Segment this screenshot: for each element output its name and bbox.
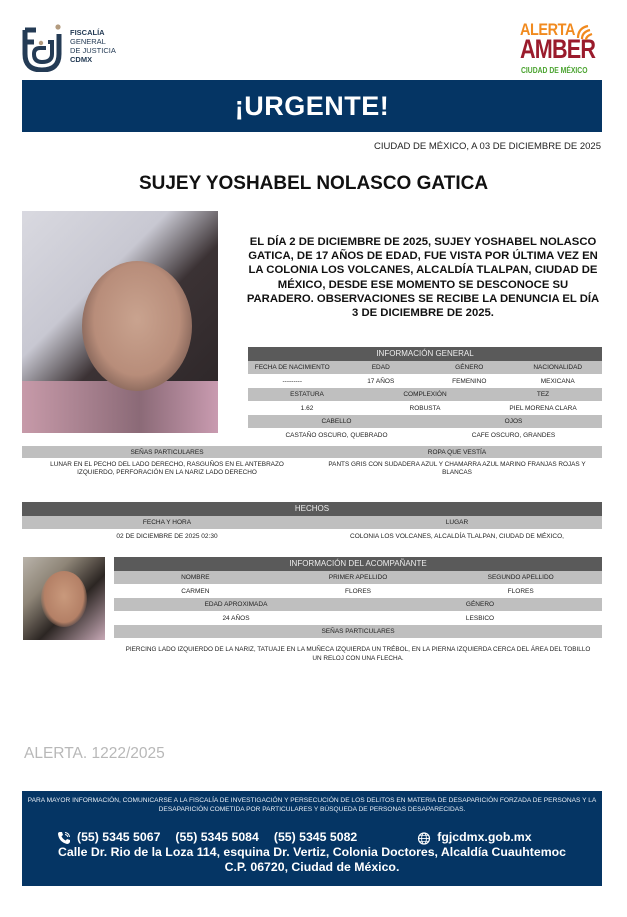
fgj-logo xyxy=(22,22,142,74)
value-age: 17 AÑOS xyxy=(367,377,395,385)
website xyxy=(417,830,531,845)
general-info-table xyxy=(248,347,602,442)
general-info-value-row-3 xyxy=(248,428,602,442)
amber-logo-amber: AMBER xyxy=(520,34,596,64)
companion-header-row-2 xyxy=(114,598,602,611)
companion-header-row-1 xyxy=(114,571,602,584)
companion-value-row-1 xyxy=(114,584,602,598)
header-nationality: NACIONALIDAD xyxy=(533,364,583,371)
amber-logo-cdmx: CIUDAD DE MÉXICO xyxy=(521,65,588,75)
person-name: SUJEY YOSHABEL NOLASCO GATICA xyxy=(138,173,489,194)
phone-number-3[interactable]: (55) 5345 5082 xyxy=(273,830,358,844)
header-approx-age: EDAD APROXIMADA xyxy=(204,601,268,608)
header-complexion: TEZ xyxy=(536,391,550,398)
header-date-time: FECHA Y HORA xyxy=(142,519,192,526)
agency-line-1: FISCALÍA xyxy=(70,28,105,37)
agency-line-4: CDMX xyxy=(70,55,93,64)
value-eyes: CAFE OSCURO, GRANDES xyxy=(471,431,556,439)
facts-values xyxy=(22,529,602,543)
general-info-value-row-2 xyxy=(248,401,602,415)
marks-clothing-values xyxy=(22,458,602,477)
value-height: 1.62 xyxy=(300,404,314,412)
companion-photo-face xyxy=(41,571,87,627)
facts-title: HECHOS xyxy=(22,502,602,516)
companion-table xyxy=(114,557,602,638)
companion-photo xyxy=(23,557,105,640)
companion-marks-value: PIERCING LADO IZQUIERDO DE LA NARIZ, TATUAJE EN LA MUÑECA IZQUIERDA UN TRÉBOL, EN LA PIERNA IZQUIERDA CERCA DEL ÁREA DEL TOBILLO UN RELOJ CON UNA FLECHA. xyxy=(125,646,591,662)
footer-contact xyxy=(22,830,602,875)
value-nationality: MEXICANA xyxy=(540,377,575,385)
photo-shirt xyxy=(22,381,218,433)
facts-table xyxy=(22,502,602,543)
companion-marks-header xyxy=(114,625,602,638)
amber-logo-alerta: ALERTA xyxy=(520,20,575,39)
value-complexion: PIEL MORENA CLARA xyxy=(509,404,577,412)
header-eyes: OJOS xyxy=(504,418,523,425)
header-distinguishing-marks: SEÑAS PARTICULARES xyxy=(130,448,204,456)
value-hair: CASTAÑO OSCURO, QUEBRADO xyxy=(285,431,388,439)
date-line: CIUDAD DE MÉXICO, A 03 DE DICIEMBRE DE 2025 xyxy=(373,141,601,152)
case-description: EL DÍA 2 DE DICIEMBRE DE 2025, SUJEY YOSHABEL NOLASCO GATICA, DE 17 AÑOS DE EDAD, FUE VISTA POR ÚLTIMA VEZ EN LA COLONIA LOS VOLCANES, ALCALDÍA TLALPAN, CIUDAD DE MÉXICO, DESDE ESE MOMENTO SE DESCONOCE SU PARADERO. OBSERVACIONES SE RECIBE LA DENUNCIA EL DÍA 3 DE DICIEMBRE DE 2025. xyxy=(246,236,600,320)
value-birthdate: --------- xyxy=(282,377,302,385)
facts-header xyxy=(22,516,602,529)
alerta-amber-logo xyxy=(518,18,598,78)
value-place: COLONIA LOS VOLCANES, ALCALDÍA TLALPAN, CIUDAD DE MÉXICO, xyxy=(350,532,564,540)
header-birthdate: FECHA DE NACIMIENTO xyxy=(254,364,330,371)
header-place: LUGAR xyxy=(445,519,469,526)
urgent-title: ¡URGENTE! xyxy=(234,90,390,121)
value-build: ROBUSTA xyxy=(409,404,441,412)
value-companion-gender: LESBICO xyxy=(465,614,495,622)
phone-line xyxy=(22,830,602,845)
agency-line-2: GENERAL xyxy=(70,37,106,46)
marks-clothing-header xyxy=(22,446,602,458)
general-info-value-row-1 xyxy=(248,374,602,388)
agency-line-3: DE JUSTICIA xyxy=(70,46,116,55)
header-gender: GÉNERO xyxy=(455,364,484,371)
website-link[interactable]: fgjcdmx.gob.mx xyxy=(437,830,532,844)
phone-number-2[interactable]: (55) 5345 5084 xyxy=(175,830,259,844)
phone-number-1[interactable]: (55) 5345 5067 xyxy=(77,830,161,844)
header-companion-gender: GÉNERO xyxy=(465,601,495,608)
phone-icon xyxy=(57,831,71,845)
header-second-surname: SEGUNDO APELLIDO xyxy=(487,574,554,581)
missing-person-photo xyxy=(22,211,218,433)
value-gender: FEMENINO xyxy=(452,377,487,385)
general-info-header-row-1 xyxy=(248,361,602,374)
header-companion-marks: SEÑAS PARTICULARES xyxy=(321,628,395,635)
marks-clothing-table xyxy=(22,446,602,477)
header-clothing: ROPA QUE VESTÍA xyxy=(427,448,487,456)
contact-footer xyxy=(22,791,602,886)
header-first-surname: PRIMER APELLIDO xyxy=(328,574,388,581)
value-first-surname: FLORES xyxy=(345,587,372,595)
signal-waves-icon xyxy=(574,20,596,42)
address-line-1: Calle Dr. Rio de la Loza 114, esquina Dr. Vertiz, Colonia Doctores, Alcaldía Cuauhtemoc xyxy=(58,845,566,859)
fgj-logo-mark-icon xyxy=(22,24,62,72)
value-date-time: 02 DE DICIEMBRE DE 2025 02:30 xyxy=(116,532,218,540)
general-info-header-row-3 xyxy=(248,415,602,428)
value-name: CARMEN xyxy=(181,587,210,595)
address-line-2: C.P. 06720, Ciudad de México. xyxy=(224,860,400,874)
header-hair: CABELLO xyxy=(321,418,352,425)
urgent-banner xyxy=(22,80,602,132)
header-build: COMPLEXIÓN xyxy=(403,391,447,398)
photo-face xyxy=(82,261,192,391)
header-height: ESTATURA xyxy=(290,391,324,398)
footer-note: PARA MAYOR INFORMACIÓN, COMUNICARSE A LA FISCALÍA DE INVESTIGACIÓN Y PERSECUCIÓN DE LOS DELITOS EN MATERIA DE DESAPARICIÓN FORZADA DE PERSONAS Y LA DESAPARICIÓN COMETIDA POR PARTICULARES Y BÚSQUEDA DE PERSONAS DESAPARECIDAS. xyxy=(27,797,597,813)
globe-icon xyxy=(417,831,431,845)
header-name: NOMBRE xyxy=(181,574,210,581)
value-distinguishing-marks: LUNAR EN EL PECHO DEL LADO DERECHO, RASGUÑOS EN EL ANTEBRAZO IZQUIERDO, PERFORACIÓN EN LA NARIZ LADO DERECHO xyxy=(50,461,284,476)
value-second-surname: FLORES xyxy=(507,587,534,595)
value-approx-age: 24 AÑOS xyxy=(222,614,250,622)
header-age: EDAD xyxy=(371,364,390,371)
companion-title: INFORMACIÓN DEL ACOMPAÑANTE xyxy=(114,557,602,571)
alert-number: ALERTA. 1222/2025 xyxy=(24,745,165,762)
general-info-title: INFORMACIÓN GENERAL xyxy=(248,347,602,361)
companion-value-row-2 xyxy=(114,611,602,625)
value-clothing: PANTS GRIS CON SUDADERA AZUL Y CHAMARRA AZUL MARINO FRANJAS ROJAS Y BLANCAS xyxy=(328,461,586,476)
general-info-header-row-2 xyxy=(248,388,602,401)
